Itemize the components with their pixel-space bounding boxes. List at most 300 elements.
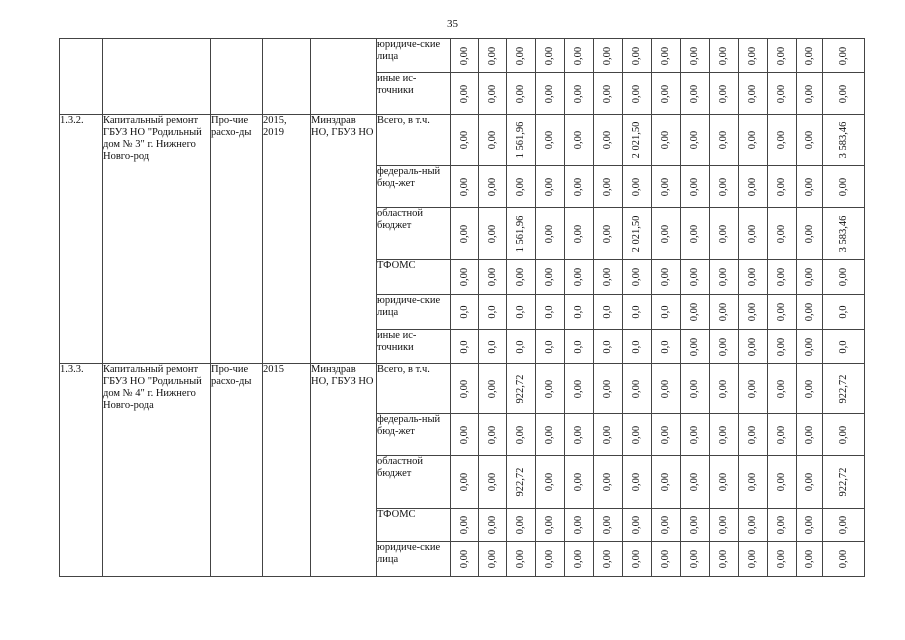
- value-cell: [768, 208, 797, 260]
- value-cell: [652, 542, 681, 577]
- funding-source-label: иные ис-точники: [377, 73, 451, 115]
- value-text: 0,0: [458, 305, 470, 319]
- value-cell: [623, 330, 652, 364]
- value-cell: [681, 115, 710, 166]
- value-text: 0,00: [803, 130, 815, 150]
- value-cell: [768, 456, 797, 509]
- value-cell: [623, 295, 652, 330]
- value-cell: [623, 208, 652, 260]
- value-cell: [594, 115, 623, 166]
- value-text: 0,00: [776, 425, 787, 444]
- years: [263, 39, 311, 115]
- value-text: 0,00: [689, 267, 700, 287]
- value-cell: [565, 542, 594, 577]
- funding-source-label: федераль-ный бюд-жет: [377, 414, 451, 456]
- value-cell: [536, 295, 565, 330]
- value-text: 0,00: [718, 515, 729, 535]
- value-text: 0,00: [689, 425, 700, 444]
- value-text: 0,00: [486, 549, 498, 569]
- value-cell: [507, 260, 536, 295]
- value-text: 0,00: [458, 379, 470, 398]
- value-text: 0,00: [573, 177, 584, 196]
- value-cell: [536, 115, 565, 166]
- value-text: 0,00: [458, 267, 470, 287]
- value-cell: [536, 208, 565, 260]
- value-cell: [768, 166, 797, 208]
- value-cell: [710, 509, 739, 542]
- value-text: 0,00: [515, 177, 526, 196]
- value-cell: [536, 364, 565, 414]
- value-cell: [451, 166, 479, 208]
- value-text: 0,00: [631, 46, 642, 65]
- value-text: 0,0: [544, 339, 555, 354]
- value-cell: [507, 456, 536, 509]
- table-row: [60, 364, 865, 414]
- value-cell: [623, 456, 652, 509]
- value-text: 3 583,46: [837, 121, 849, 159]
- value-text: 0,0: [837, 339, 849, 354]
- value-text: 0,00: [803, 337, 815, 356]
- value-text: 0,0: [573, 339, 584, 354]
- value-cell: [652, 39, 681, 73]
- value-text: 0,0: [544, 305, 555, 319]
- value-cell: [565, 39, 594, 73]
- value-cell: [652, 73, 681, 115]
- value-cell: [479, 364, 507, 414]
- section-id: 1.3.3.: [60, 364, 103, 577]
- value-text: 0,00: [486, 130, 498, 150]
- value-text: 0,0: [631, 305, 642, 319]
- value-text: 0,00: [776, 379, 787, 398]
- value-text: 0,00: [573, 472, 584, 492]
- table-row: [60, 39, 865, 73]
- value-cell: [652, 166, 681, 208]
- executor: Минздрав НО, ГБУЗ НО: [311, 115, 377, 364]
- value-text: 0,0: [602, 305, 613, 319]
- value-text: 0,00: [631, 549, 642, 569]
- value-text: 0,00: [689, 472, 700, 492]
- value-cell: [710, 330, 739, 364]
- value-cell: [681, 542, 710, 577]
- value-text: 0,00: [747, 224, 758, 243]
- value-text: 922,72: [837, 374, 849, 403]
- value-cell: [681, 330, 710, 364]
- value-text: 0,00: [689, 46, 700, 65]
- value-text: 0,00: [631, 472, 642, 492]
- value-cell: [507, 115, 536, 166]
- value-text: 0,00: [660, 379, 671, 398]
- value-cell: [536, 73, 565, 115]
- value-cell: [565, 364, 594, 414]
- value-cell: [797, 364, 823, 414]
- funding-source-label: областной бюджет: [377, 456, 451, 509]
- value-text: 0,00: [458, 177, 470, 196]
- value-text: 0,00: [602, 267, 613, 287]
- value-cell: [823, 542, 865, 577]
- value-cell: [623, 364, 652, 414]
- value-text: 0,00: [747, 425, 758, 444]
- value-text: 0,00: [486, 472, 498, 492]
- value-cell: [739, 509, 768, 542]
- value-text: 0,00: [747, 515, 758, 535]
- value-cell: [479, 414, 507, 456]
- value-text: 0,0: [486, 339, 498, 354]
- value-cell: [594, 166, 623, 208]
- value-cell: [623, 73, 652, 115]
- value-cell: [739, 414, 768, 456]
- value-text: 0,00: [747, 177, 758, 196]
- value-cell: [623, 260, 652, 295]
- value-cell: [507, 208, 536, 260]
- value-text: 0,00: [660, 425, 671, 444]
- value-cell: [536, 330, 565, 364]
- value-cell: [797, 456, 823, 509]
- value-cell: [565, 166, 594, 208]
- value-text: 0,00: [689, 224, 700, 243]
- value-text: 0,00: [631, 425, 642, 444]
- value-cell: [451, 208, 479, 260]
- value-cell: [797, 414, 823, 456]
- value-cell: [594, 364, 623, 414]
- value-cell: [623, 166, 652, 208]
- value-text: 0,00: [660, 472, 671, 492]
- value-text: 0,00: [458, 472, 470, 492]
- expense-type: Про-чие расхо-ды: [211, 364, 263, 577]
- value-cell: [797, 542, 823, 577]
- value-text: 0,00: [458, 425, 470, 444]
- value-text: 0,00: [803, 515, 815, 535]
- value-cell: [451, 542, 479, 577]
- value-text: 0,00: [515, 425, 526, 444]
- value-cell: [681, 208, 710, 260]
- value-text: 0,00: [458, 515, 470, 535]
- value-text: 0,00: [689, 84, 700, 103]
- executor: [311, 39, 377, 115]
- value-cell: [536, 456, 565, 509]
- value-text: 0,00: [776, 267, 787, 287]
- value-text: 1 561,96: [515, 121, 526, 159]
- value-text: 0,00: [573, 515, 584, 535]
- value-text: 0,0: [837, 305, 849, 319]
- value-cell: [623, 115, 652, 166]
- value-cell: [623, 39, 652, 73]
- value-cell: [768, 115, 797, 166]
- value-cell: [565, 456, 594, 509]
- value-cell: [594, 260, 623, 295]
- value-text: 0,00: [803, 267, 815, 287]
- value-text: 0,00: [660, 224, 671, 243]
- value-cell: [652, 260, 681, 295]
- value-text: 0,00: [776, 302, 787, 322]
- value-text: 1 561,96: [515, 215, 526, 252]
- value-cell: [507, 542, 536, 577]
- value-cell: [768, 330, 797, 364]
- value-text: 0,00: [803, 84, 815, 103]
- section-name: Капитальный ремонт ГБУЗ НО "Родильный дом № 4" г. Нижнего Новго-рода: [103, 364, 211, 577]
- value-cell: [507, 509, 536, 542]
- value-cell: [594, 414, 623, 456]
- section-id: [60, 39, 103, 115]
- value-text: 0,00: [776, 46, 787, 65]
- funding-source-label: Всего, в т.ч.: [377, 115, 451, 166]
- value-text: 0,00: [544, 224, 555, 243]
- value-cell: [823, 295, 865, 330]
- value-cell: [594, 509, 623, 542]
- value-cell: [681, 166, 710, 208]
- value-text: 0,00: [631, 515, 642, 535]
- value-cell: [739, 260, 768, 295]
- value-text: 0,00: [718, 472, 729, 492]
- value-cell: [823, 414, 865, 456]
- value-cell: [623, 414, 652, 456]
- value-cell: [451, 414, 479, 456]
- value-cell: [451, 73, 479, 115]
- value-cell: [710, 414, 739, 456]
- value-cell: [797, 115, 823, 166]
- value-text: 0,00: [515, 46, 526, 65]
- value-cell: [451, 330, 479, 364]
- value-text: 0,00: [544, 177, 555, 196]
- value-text: 0,0: [660, 305, 671, 319]
- value-cell: [739, 364, 768, 414]
- value-cell: [536, 542, 565, 577]
- value-cell: [652, 330, 681, 364]
- value-text: 0,00: [803, 302, 815, 322]
- value-cell: [565, 509, 594, 542]
- value-text: 0,00: [458, 549, 470, 569]
- value-text: 0,00: [660, 46, 671, 65]
- value-cell: [594, 542, 623, 577]
- value-cell: [479, 295, 507, 330]
- value-cell: [451, 39, 479, 73]
- value-text: 0,00: [689, 379, 700, 398]
- value-cell: [479, 542, 507, 577]
- value-text: 0,00: [837, 84, 849, 103]
- value-text: 0,0: [486, 305, 498, 319]
- value-text: 0,00: [486, 515, 498, 535]
- value-cell: [768, 542, 797, 577]
- value-cell: [652, 295, 681, 330]
- value-cell: [652, 115, 681, 166]
- value-text: 0,00: [803, 224, 815, 243]
- value-text: 0,00: [776, 337, 787, 356]
- value-text: 0,0: [515, 305, 526, 319]
- value-cell: [451, 115, 479, 166]
- value-text: 0,00: [602, 425, 613, 444]
- value-text: 0,0: [573, 305, 584, 319]
- value-cell: [479, 456, 507, 509]
- value-text: 0,00: [776, 549, 787, 569]
- section-name: Капитальный ремонт ГБУЗ НО "Родильный дом № 3" г. Нижнего Новго-род: [103, 115, 211, 364]
- value-text: 0,00: [631, 267, 642, 287]
- value-cell: [797, 73, 823, 115]
- value-cell: [739, 115, 768, 166]
- table-body: [60, 39, 865, 577]
- value-text: 0,00: [486, 46, 498, 65]
- value-text: 0,00: [573, 130, 584, 150]
- value-text: 0,00: [718, 84, 729, 103]
- value-text: 0,00: [689, 302, 700, 322]
- value-text: 0,00: [718, 46, 729, 65]
- value-text: 0,00: [458, 130, 470, 150]
- value-cell: [451, 364, 479, 414]
- value-text: 0,0: [631, 339, 642, 354]
- value-cell: [652, 414, 681, 456]
- value-text: 2 021,50: [631, 121, 642, 159]
- value-text: 0,00: [660, 267, 671, 287]
- value-text: 0,00: [515, 549, 526, 569]
- funding-source-label: федераль-ный бюд-жет: [377, 166, 451, 208]
- value-cell: [479, 166, 507, 208]
- table-row: [60, 115, 865, 166]
- value-cell: [507, 166, 536, 208]
- value-cell: [479, 115, 507, 166]
- value-text: 0,0: [660, 339, 671, 354]
- value-cell: [681, 509, 710, 542]
- value-text: 0,00: [602, 84, 613, 103]
- value-text: 0,00: [486, 177, 498, 196]
- value-cell: [768, 39, 797, 73]
- value-cell: [797, 208, 823, 260]
- value-text: 0,00: [718, 130, 729, 150]
- value-text: 0,00: [486, 84, 498, 103]
- value-text: 0,00: [837, 515, 849, 535]
- value-cell: [681, 456, 710, 509]
- value-text: 0,00: [689, 549, 700, 569]
- value-text: 922,72: [515, 467, 526, 497]
- value-text: 922,72: [515, 374, 526, 403]
- value-text: 0,00: [544, 549, 555, 569]
- value-cell: [565, 208, 594, 260]
- value-cell: [536, 260, 565, 295]
- value-cell: [507, 73, 536, 115]
- value-cell: [479, 509, 507, 542]
- value-text: 0,00: [803, 472, 815, 492]
- value-text: 0,00: [837, 425, 849, 444]
- value-text: 0,00: [544, 267, 555, 287]
- value-text: 0,00: [747, 46, 758, 65]
- value-text: 0,00: [747, 84, 758, 103]
- value-text: 0,00: [718, 177, 729, 196]
- value-cell: [739, 166, 768, 208]
- value-cell: [823, 456, 865, 509]
- value-cell: [797, 330, 823, 364]
- value-cell: [681, 414, 710, 456]
- value-text: 0,00: [718, 337, 729, 356]
- value-cell: [536, 39, 565, 73]
- value-text: 0,00: [573, 549, 584, 569]
- value-cell: [594, 330, 623, 364]
- value-text: 0,00: [544, 515, 555, 535]
- value-text: 0,00: [573, 425, 584, 444]
- value-cell: [768, 509, 797, 542]
- value-cell: [565, 330, 594, 364]
- page-number: 35: [447, 18, 458, 30]
- value-text: 0,00: [602, 515, 613, 535]
- value-cell: [507, 414, 536, 456]
- value-cell: [507, 364, 536, 414]
- value-cell: [739, 330, 768, 364]
- value-cell: [823, 509, 865, 542]
- value-cell: [710, 542, 739, 577]
- value-cell: [710, 208, 739, 260]
- value-cell: [823, 260, 865, 295]
- value-cell: [797, 260, 823, 295]
- value-cell: [652, 509, 681, 542]
- value-text: 0,00: [486, 224, 498, 243]
- value-cell: [739, 39, 768, 73]
- value-cell: [768, 414, 797, 456]
- value-text: 0,00: [718, 425, 729, 444]
- value-text: 0,00: [837, 549, 849, 569]
- value-text: 0,00: [837, 177, 849, 196]
- value-text: 0,00: [544, 425, 555, 444]
- budget-table: [59, 38, 865, 577]
- value-text: 0,00: [803, 177, 815, 196]
- value-text: 0,00: [837, 267, 849, 287]
- value-cell: [823, 330, 865, 364]
- value-text: 0,00: [689, 130, 700, 150]
- value-text: 0,00: [718, 224, 729, 243]
- value-text: 0,00: [747, 379, 758, 398]
- value-text: 0,00: [803, 46, 815, 65]
- value-cell: [823, 364, 865, 414]
- value-cell: [710, 115, 739, 166]
- value-cell: [823, 115, 865, 166]
- value-text: 0,00: [602, 224, 613, 243]
- value-text: 0,00: [718, 267, 729, 287]
- value-cell: [823, 39, 865, 73]
- value-text: 0,00: [776, 130, 787, 150]
- value-cell: [536, 166, 565, 208]
- value-text: 0,00: [602, 46, 613, 65]
- value-text: 0,00: [803, 379, 815, 398]
- value-cell: [623, 509, 652, 542]
- value-text: 0,00: [689, 177, 700, 196]
- value-text: 0,00: [660, 177, 671, 196]
- value-cell: [623, 542, 652, 577]
- value-cell: [768, 364, 797, 414]
- value-cell: [768, 73, 797, 115]
- value-text: 0,00: [544, 84, 555, 103]
- value-cell: [451, 456, 479, 509]
- value-cell: [797, 295, 823, 330]
- value-cell: [710, 364, 739, 414]
- value-cell: [823, 166, 865, 208]
- value-cell: [739, 456, 768, 509]
- value-cell: [681, 73, 710, 115]
- value-text: 0,00: [515, 515, 526, 535]
- value-cell: [739, 295, 768, 330]
- value-text: 0,00: [602, 549, 613, 569]
- value-text: 0,0: [458, 339, 470, 354]
- value-text: 0,00: [631, 177, 642, 196]
- value-text: 0,00: [747, 337, 758, 356]
- value-cell: [536, 414, 565, 456]
- value-text: 0,00: [515, 84, 526, 103]
- value-cell: [681, 39, 710, 73]
- expense-type: [211, 39, 263, 115]
- value-cell: [797, 509, 823, 542]
- value-text: 0,00: [602, 472, 613, 492]
- funding-source-label: областной бюджет: [377, 208, 451, 260]
- value-text: 0,00: [573, 84, 584, 103]
- value-cell: [797, 166, 823, 208]
- value-cell: [507, 330, 536, 364]
- value-text: 0,00: [458, 224, 470, 243]
- value-cell: [479, 73, 507, 115]
- value-text: 0,00: [573, 379, 584, 398]
